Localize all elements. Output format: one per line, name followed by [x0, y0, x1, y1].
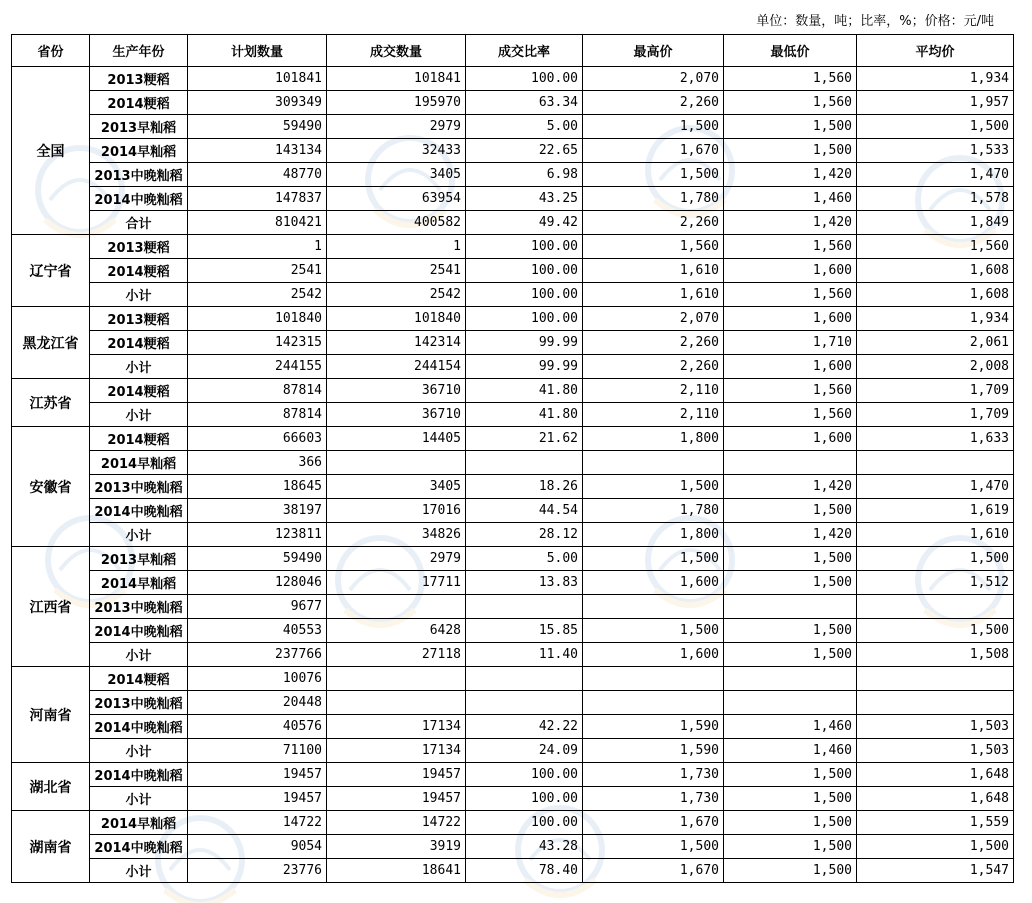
- year-cell: 2013粳稻: [90, 307, 188, 331]
- province-cell: 河南省: [12, 667, 90, 763]
- min-price-cell: 1,500: [724, 115, 857, 139]
- deal-qty-cell: 400582: [327, 211, 466, 235]
- year-cell: 2013中晚籼稻: [90, 691, 188, 715]
- plan-qty-cell: 244155: [188, 355, 327, 379]
- plan-qty-cell: 59490: [188, 115, 327, 139]
- min-price-cell: 1,420: [724, 523, 857, 547]
- deal-rate-cell: 28.12: [466, 523, 583, 547]
- deal-qty-cell: 2979: [327, 547, 466, 571]
- plan-qty-cell: 9054: [188, 835, 327, 859]
- min-price-cell: [724, 691, 857, 715]
- deal-qty-cell: [327, 691, 466, 715]
- avg-price-cell: 1,648: [857, 787, 1014, 811]
- max-price-cell: 2,260: [583, 331, 724, 355]
- col-deal-qty: 成交数量: [327, 35, 466, 67]
- deal-qty-cell: 34826: [327, 523, 466, 547]
- deal-qty-cell: 36710: [327, 379, 466, 403]
- deal-qty-cell: 2979: [327, 115, 466, 139]
- plan-qty-cell: 2541: [188, 259, 327, 283]
- max-price-cell: 1,670: [583, 139, 724, 163]
- avg-price-cell: 1,709: [857, 403, 1014, 427]
- plan-qty-cell: 366: [188, 451, 327, 475]
- year-cell: 小计: [90, 787, 188, 811]
- max-price-cell: 1,500: [583, 619, 724, 643]
- deal-qty-cell: 63954: [327, 187, 466, 211]
- min-price-cell: 1,500: [724, 835, 857, 859]
- min-price-cell: 1,500: [724, 643, 857, 667]
- year-cell: 小计: [90, 355, 188, 379]
- max-price-cell: 1,590: [583, 739, 724, 763]
- year-cell: 2014中晚籼稻: [90, 715, 188, 739]
- deal-rate-cell: 24.09: [466, 739, 583, 763]
- year-cell: 2014中晚籼稻: [90, 187, 188, 211]
- plan-qty-cell: 18645: [188, 475, 327, 499]
- deal-rate-cell: 41.80: [466, 379, 583, 403]
- max-price-cell: 1,670: [583, 811, 724, 835]
- avg-price-cell: 1,619: [857, 499, 1014, 523]
- plan-qty-cell: 23776: [188, 859, 327, 883]
- avg-price-cell: 1,560: [857, 235, 1014, 259]
- province-cell: 湖北省: [12, 763, 90, 811]
- max-price-cell: 2,110: [583, 379, 724, 403]
- year-cell: 2014粳稻: [90, 259, 188, 283]
- deal-rate-cell: 18.26: [466, 475, 583, 499]
- deal-rate-cell: 100.00: [466, 259, 583, 283]
- avg-price-cell: 1,500: [857, 619, 1014, 643]
- deal-qty-cell: 2541: [327, 259, 466, 283]
- min-price-cell: 1,600: [724, 307, 857, 331]
- avg-price-cell: 1,500: [857, 835, 1014, 859]
- min-price-cell: 1,560: [724, 283, 857, 307]
- province-cell: 辽宁省: [12, 235, 90, 307]
- table-row: [12, 115, 1014, 139]
- deal-qty-cell: 14405: [327, 427, 466, 451]
- table-row: [12, 355, 1014, 379]
- year-cell: 2013中晚籼稻: [90, 163, 188, 187]
- avg-price-cell: 1,934: [857, 307, 1014, 331]
- table-row: [12, 283, 1014, 307]
- plan-qty-cell: 87814: [188, 403, 327, 427]
- plan-qty-cell: 237766: [188, 643, 327, 667]
- deal-rate-cell: 11.40: [466, 643, 583, 667]
- max-price-cell: 1,670: [583, 859, 724, 883]
- min-price-cell: 1,500: [724, 139, 857, 163]
- year-cell: 小计: [90, 739, 188, 763]
- deal-rate-cell: 100.00: [466, 235, 583, 259]
- deal-qty-cell: 6428: [327, 619, 466, 643]
- plan-qty-cell: 309349: [188, 91, 327, 115]
- year-cell: 2014粳稻: [90, 379, 188, 403]
- year-cell: 2013粳稻: [90, 235, 188, 259]
- min-price-cell: 1,460: [724, 739, 857, 763]
- max-price-cell: 1,800: [583, 523, 724, 547]
- max-price-cell: 1,500: [583, 475, 724, 499]
- avg-price-cell: 1,500: [857, 547, 1014, 571]
- deal-rate-cell: 43.28: [466, 835, 583, 859]
- min-price-cell: 1,500: [724, 811, 857, 835]
- avg-price-cell: 1,503: [857, 715, 1014, 739]
- col-plan-qty: 计划数量: [188, 35, 327, 67]
- deal-rate-cell: 6.98: [466, 163, 583, 187]
- year-cell: 2014早籼稻: [90, 139, 188, 163]
- avg-price-cell: 1,508: [857, 643, 1014, 667]
- year-cell: 2013粳稻: [90, 67, 188, 91]
- plan-qty-cell: 2542: [188, 283, 327, 307]
- deal-rate-cell: 63.34: [466, 91, 583, 115]
- year-cell: 小计: [90, 643, 188, 667]
- year-cell: 2014早籼稻: [90, 571, 188, 595]
- table-row: [12, 715, 1014, 739]
- table-row: [12, 835, 1014, 859]
- table-row: [12, 643, 1014, 667]
- min-price-cell: 1,560: [724, 403, 857, 427]
- table-row: [12, 619, 1014, 643]
- plan-qty-cell: 128046: [188, 571, 327, 595]
- year-cell: 2014中晚籼稻: [90, 619, 188, 643]
- year-cell: 2014早籼稻: [90, 811, 188, 835]
- min-price-cell: 1,560: [724, 91, 857, 115]
- plan-qty-cell: 1: [188, 235, 327, 259]
- avg-price-cell: 1,608: [857, 283, 1014, 307]
- province-cell: 江西省: [12, 547, 90, 667]
- plan-qty-cell: 147837: [188, 187, 327, 211]
- deal-qty-cell: 19457: [327, 763, 466, 787]
- year-cell: 2014中晚籼稻: [90, 835, 188, 859]
- max-price-cell: [583, 595, 724, 619]
- min-price-cell: [724, 667, 857, 691]
- deal-qty-cell: 101840: [327, 307, 466, 331]
- plan-qty-cell: 20448: [188, 691, 327, 715]
- min-price-cell: 1,600: [724, 259, 857, 283]
- table-row: [12, 571, 1014, 595]
- col-avg-price: 平均价: [857, 35, 1014, 67]
- table-row: [12, 787, 1014, 811]
- max-price-cell: 1,780: [583, 187, 724, 211]
- deal-rate-cell: 44.54: [466, 499, 583, 523]
- max-price-cell: 2,070: [583, 307, 724, 331]
- plan-qty-cell: 40553: [188, 619, 327, 643]
- deal-qty-cell: 17134: [327, 739, 466, 763]
- table-row: [12, 763, 1014, 787]
- deal-rate-cell: 100.00: [466, 67, 583, 91]
- year-cell: 小计: [90, 283, 188, 307]
- plan-qty-cell: 40576: [188, 715, 327, 739]
- col-max-price: 最高价: [583, 35, 724, 67]
- max-price-cell: 1,730: [583, 763, 724, 787]
- plan-qty-cell: 48770: [188, 163, 327, 187]
- min-price-cell: [724, 595, 857, 619]
- plan-qty-cell: 59490: [188, 547, 327, 571]
- max-price-cell: 1,610: [583, 259, 724, 283]
- deal-qty-cell: 3405: [327, 475, 466, 499]
- table-row: [12, 691, 1014, 715]
- plan-qty-cell: 142315: [188, 331, 327, 355]
- col-deal-rate: 成交比率: [466, 35, 583, 67]
- year-cell: 2014粳稻: [90, 667, 188, 691]
- avg-price-cell: 1,709: [857, 379, 1014, 403]
- plan-qty-cell: 19457: [188, 763, 327, 787]
- year-cell: 2014粳稻: [90, 91, 188, 115]
- deal-rate-cell: 13.83: [466, 571, 583, 595]
- year-cell: 2014粳稻: [90, 331, 188, 355]
- avg-price-cell: 1,500: [857, 115, 1014, 139]
- avg-price-cell: [857, 451, 1014, 475]
- table-row: [12, 235, 1014, 259]
- table-row: [12, 547, 1014, 571]
- min-price-cell: 1,600: [724, 427, 857, 451]
- plan-qty-cell: 10076: [188, 667, 327, 691]
- deal-rate-cell: 100.00: [466, 811, 583, 835]
- table-row: [12, 859, 1014, 883]
- col-year: 生产年份: [90, 35, 188, 67]
- avg-price-cell: 1,512: [857, 571, 1014, 595]
- deal-qty-cell: 3919: [327, 835, 466, 859]
- max-price-cell: [583, 667, 724, 691]
- min-price-cell: 1,500: [724, 787, 857, 811]
- table-row: [12, 667, 1014, 691]
- min-price-cell: 1,500: [724, 859, 857, 883]
- avg-price-cell: 2,008: [857, 355, 1014, 379]
- deal-qty-cell: [327, 667, 466, 691]
- deal-rate-cell: 42.22: [466, 715, 583, 739]
- table-row: [12, 403, 1014, 427]
- year-cell: 2014中晚籼稻: [90, 763, 188, 787]
- deal-qty-cell: 3405: [327, 163, 466, 187]
- deal-qty-cell: [327, 595, 466, 619]
- plan-qty-cell: 14722: [188, 811, 327, 835]
- table-row: [12, 595, 1014, 619]
- plan-qty-cell: 101840: [188, 307, 327, 331]
- year-cell: 小计: [90, 403, 188, 427]
- avg-price-cell: [857, 691, 1014, 715]
- table-row: [12, 331, 1014, 355]
- max-price-cell: 1,560: [583, 235, 724, 259]
- header-row: [12, 35, 1014, 67]
- deal-rate-cell: [466, 691, 583, 715]
- deal-rate-cell: 100.00: [466, 283, 583, 307]
- year-cell: 2013中晚籼稻: [90, 475, 188, 499]
- min-price-cell: [724, 451, 857, 475]
- max-price-cell: 2,260: [583, 91, 724, 115]
- max-price-cell: 1,800: [583, 427, 724, 451]
- table-row: [12, 523, 1014, 547]
- deal-qty-cell: 32433: [327, 139, 466, 163]
- table-row: [12, 67, 1014, 91]
- province-cell: 安徽省: [12, 427, 90, 547]
- province-cell: 黑龙江省: [12, 307, 90, 379]
- avg-price-cell: 1,648: [857, 763, 1014, 787]
- year-cell: 2013中晚籼稻: [90, 595, 188, 619]
- year-cell: 合计: [90, 211, 188, 235]
- col-min-price: 最低价: [724, 35, 857, 67]
- min-price-cell: 1,420: [724, 211, 857, 235]
- max-price-cell: 1,500: [583, 547, 724, 571]
- avg-price-cell: 1,470: [857, 475, 1014, 499]
- deal-qty-cell: 2542: [327, 283, 466, 307]
- year-cell: 小计: [90, 523, 188, 547]
- deal-qty-cell: 36710: [327, 403, 466, 427]
- deal-rate-cell: 100.00: [466, 763, 583, 787]
- deal-rate-cell: [466, 451, 583, 475]
- table-row: [12, 499, 1014, 523]
- avg-price-cell: 2,061: [857, 331, 1014, 355]
- avg-price-cell: 1,934: [857, 67, 1014, 91]
- min-price-cell: 1,600: [724, 355, 857, 379]
- min-price-cell: 1,500: [724, 571, 857, 595]
- deal-rate-cell: [466, 595, 583, 619]
- year-cell: 2013早籼稻: [90, 115, 188, 139]
- deal-qty-cell: 17134: [327, 715, 466, 739]
- max-price-cell: 2,070: [583, 67, 724, 91]
- deal-rate-cell: 100.00: [466, 307, 583, 331]
- table-row: [12, 427, 1014, 451]
- plan-qty-cell: 123811: [188, 523, 327, 547]
- avg-price-cell: 1,849: [857, 211, 1014, 235]
- plan-qty-cell: 143134: [188, 139, 327, 163]
- avg-price-cell: 1,578: [857, 187, 1014, 211]
- deal-qty-cell: 101841: [327, 67, 466, 91]
- deal-rate-cell: 5.00: [466, 115, 583, 139]
- deal-rate-cell: 78.40: [466, 859, 583, 883]
- deal-rate-cell: 99.99: [466, 331, 583, 355]
- rice-auction-table: [11, 34, 1014, 883]
- col-province: 省份: [12, 35, 90, 67]
- year-cell: 2014粳稻: [90, 427, 188, 451]
- max-price-cell: 1,500: [583, 115, 724, 139]
- table-row: [12, 451, 1014, 475]
- deal-qty-cell: 195970: [327, 91, 466, 115]
- avg-price-cell: 1,608: [857, 259, 1014, 283]
- plan-qty-cell: 101841: [188, 67, 327, 91]
- year-cell: 2014中晚籼稻: [90, 499, 188, 523]
- table-row: [12, 379, 1014, 403]
- deal-rate-cell: 22.65: [466, 139, 583, 163]
- min-price-cell: 1,560: [724, 379, 857, 403]
- province-cell: 江苏省: [12, 379, 90, 427]
- deal-qty-cell: 27118: [327, 643, 466, 667]
- min-price-cell: 1,420: [724, 475, 857, 499]
- table-row: [12, 307, 1014, 331]
- avg-price-cell: [857, 667, 1014, 691]
- max-price-cell: 1,730: [583, 787, 724, 811]
- table-row: [12, 91, 1014, 115]
- min-price-cell: 1,420: [724, 163, 857, 187]
- year-cell: 2014早籼稻: [90, 451, 188, 475]
- deal-rate-cell: 15.85: [466, 619, 583, 643]
- plan-qty-cell: 87814: [188, 379, 327, 403]
- deal-qty-cell: 18641: [327, 859, 466, 883]
- deal-rate-cell: 49.42: [466, 211, 583, 235]
- min-price-cell: 1,560: [724, 235, 857, 259]
- deal-qty-cell: 1: [327, 235, 466, 259]
- table-row: [12, 811, 1014, 835]
- deal-rate-cell: 21.62: [466, 427, 583, 451]
- plan-qty-cell: 71100: [188, 739, 327, 763]
- max-price-cell: 1,780: [583, 499, 724, 523]
- deal-qty-cell: 14722: [327, 811, 466, 835]
- deal-rate-cell: 99.99: [466, 355, 583, 379]
- min-price-cell: 1,500: [724, 619, 857, 643]
- deal-rate-cell: 100.00: [466, 787, 583, 811]
- table-row: [12, 259, 1014, 283]
- plan-qty-cell: 66603: [188, 427, 327, 451]
- max-price-cell: 2,110: [583, 403, 724, 427]
- table-row: [12, 139, 1014, 163]
- deal-qty-cell: [327, 451, 466, 475]
- max-price-cell: 2,260: [583, 355, 724, 379]
- avg-price-cell: 1,503: [857, 739, 1014, 763]
- table-body: [12, 67, 1014, 883]
- plan-qty-cell: 9677: [188, 595, 327, 619]
- avg-price-cell: 1,633: [857, 427, 1014, 451]
- avg-price-cell: 1,957: [857, 91, 1014, 115]
- max-price-cell: 1,500: [583, 835, 724, 859]
- deal-qty-cell: 142314: [327, 331, 466, 355]
- max-price-cell: 1,600: [583, 571, 724, 595]
- avg-price-cell: 1,610: [857, 523, 1014, 547]
- province-cell: 湖南省: [12, 811, 90, 883]
- max-price-cell: 1,590: [583, 715, 724, 739]
- max-price-cell: 1,600: [583, 643, 724, 667]
- avg-price-cell: 1,547: [857, 859, 1014, 883]
- table-row: [12, 163, 1014, 187]
- plan-qty-cell: 19457: [188, 787, 327, 811]
- province-cell: 全国: [12, 67, 90, 235]
- table-row: [12, 187, 1014, 211]
- min-price-cell: 1,460: [724, 187, 857, 211]
- avg-price-cell: [857, 595, 1014, 619]
- deal-rate-cell: 5.00: [466, 547, 583, 571]
- table-row: [12, 211, 1014, 235]
- max-price-cell: [583, 451, 724, 475]
- min-price-cell: 1,500: [724, 763, 857, 787]
- deal-qty-cell: 244154: [327, 355, 466, 379]
- plan-qty-cell: 38197: [188, 499, 327, 523]
- deal-qty-cell: 19457: [327, 787, 466, 811]
- max-price-cell: 2,260: [583, 211, 724, 235]
- avg-price-cell: 1,533: [857, 139, 1014, 163]
- max-price-cell: 1,610: [583, 283, 724, 307]
- avg-price-cell: 1,470: [857, 163, 1014, 187]
- avg-price-cell: 1,559: [857, 811, 1014, 835]
- deal-rate-cell: 41.80: [466, 403, 583, 427]
- year-cell: 小计: [90, 859, 188, 883]
- deal-qty-cell: 17711: [327, 571, 466, 595]
- year-cell: 2013早籼稻: [90, 547, 188, 571]
- plan-qty-cell: 810421: [188, 211, 327, 235]
- min-price-cell: 1,460: [724, 715, 857, 739]
- table-row: [12, 739, 1014, 763]
- min-price-cell: 1,560: [724, 67, 857, 91]
- unit-note: 单位：数量，吨；比率，%；价格：元/吨: [756, 14, 994, 29]
- table-row: [12, 475, 1014, 499]
- max-price-cell: 1,500: [583, 163, 724, 187]
- min-price-cell: 1,710: [724, 331, 857, 355]
- max-price-cell: [583, 691, 724, 715]
- deal-rate-cell: 43.25: [466, 187, 583, 211]
- min-price-cell: 1,500: [724, 499, 857, 523]
- min-price-cell: 1,500: [724, 547, 857, 571]
- deal-rate-cell: [466, 667, 583, 691]
- deal-qty-cell: 17016: [327, 499, 466, 523]
